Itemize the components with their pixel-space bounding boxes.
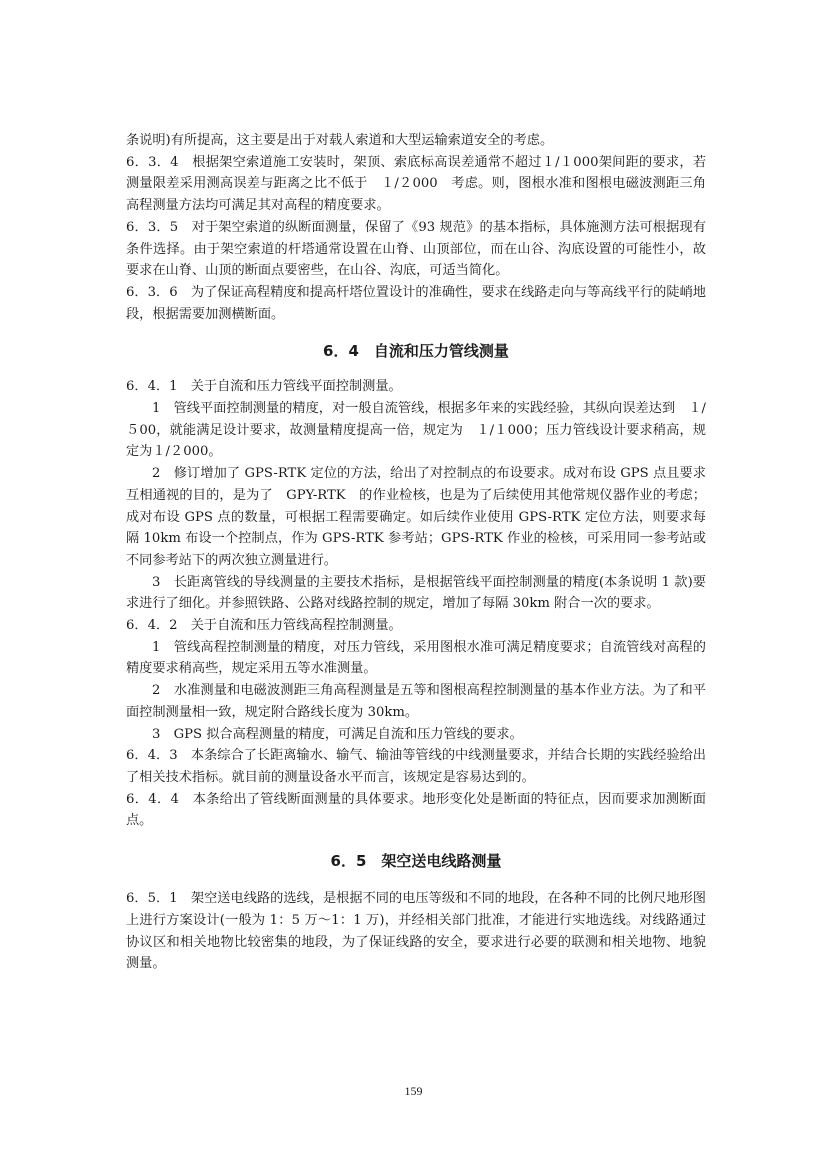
body-paragraph: 6．4．4 本条给出了管线断面测量的具体要求。地形变化处是断面的特征点，因而要求加测断面点。 [126, 791, 706, 829]
body-paragraph: 1 管线平面控制测量的精度，对一般自流管线，根据多年来的实践经验，其纵向误差达到 １/５00，就能满足设计要求，故测量精度提高一倍，规定为 １/１000；压力管线设计要求稍高，规定为１/２000。 [126, 401, 706, 460]
body-paragraph: 1 管线高程控制测量的精度，对压力管线，采用图根水准可满足精度要求；自流管线对高程的精度要求稍高些，规定采用五等水准测量。 [126, 639, 706, 677]
section-6-4-body [126, 376, 706, 832]
section-heading-6-4: 6．4 自流和压力管线测量 [323, 342, 509, 361]
body-paragraph: 2 修订增加了 GPS-RTK 定位的方法，给出了对控制点的布设要求。成对布设 GPS 点且要求互相通视的目的，是为了 GPY-RTK 的作业检核，也是为了后续使用其他常规仪器作业的考虑；成对布设 GPS 点的数量，可根据工程需要确定。如后续作业使用 GPS-RTK 定位方法，则要求每隔 10km 布设一个控制点，作为 GPS-RTK 参考站；GPS-RTK 作业的检核，可采用同一参考站或不同参考站下的两次独立测量进行。 [126, 466, 706, 568]
body-paragraph: 3 GPS 拟合高程测量的精度，可满足自流和压力管线的要求。 [152, 726, 523, 742]
body-paragraph: 6．4．3 本条综合了长距离输水、输气、输油等管线的中线测量要求，并结合长期的实践经验给出了相关技术指标。就目前的测量设备水平而言，该规定是容易达到的。 [126, 748, 706, 785]
body-paragraph: 6．5．1 架空送电线路的选线，是根据不同的电压等级和不同的地段，在各种不同的比例尺地形图上进行方案设计(一般为 1：5 万～1：1 万)，并经相关部门批准，才能进行实地选线。对线路通过协议区和相关地物比较密集的地段，为了保证线路的安全，要求进行必要的联测和相关地物、地貌测量。 [126, 891, 706, 972]
page-number: 159 [404, 1084, 423, 1098]
document-page [126, 130, 706, 975]
body-paragraph: 6．4．1 关于自流和压力管线平面控制测量。 [126, 379, 402, 395]
body-paragraph: 6．3．5 对于架空索道的纵断面测量，保留了《93 规范》的基本指标，具体施测方法可根据现有条件选择。由于架空索道的杆塔通常设置在山脊、山顶部位，而在山谷、沟底设置的可能性小，故要求在山脊、山顶的断面点要密些，在山谷、沟底，可适当简化。 [126, 219, 706, 279]
body-paragraph: 条说明)有所提高，这主要是出于对载人索道和大型运输索道安全的考虑。 [126, 133, 554, 148]
body-paragraph: 6．3．4 根据架空索道施工安装时，架顶、索底标高误差通常不超过１/１000架间距的要求，若测量限差采用测高误差与距离之比不低于 １/２000 考虑。则，图根水准和图根电磁波测距三角高程测量方法均可满足其对高程的精度要求。 [126, 154, 706, 214]
body-paragraph: 2 水准测量和电磁波测距三角高程测量是五等和图根高程控制测量的基本作业方法。为了和平面控制测量相一致，规定附合路线长度为 30km。 [126, 683, 706, 720]
body-paragraph: 6．3．6 为了保证高程精度和提高杆塔位置设计的准确性，要求在线路走向与等高线平行的陡峭地段，根据需要加测横断面。 [126, 284, 706, 322]
section-6-5-body [126, 888, 706, 975]
section-6-3-continuation [126, 130, 706, 325]
body-paragraph: 3 长距离管线的导线测量的主要技术指标，是根据管线平面控制测量的精度(本条说明 1 款)要求进行了细化。并参照铁路、公路对线路控制的规定，增加了每隔 30km 附合一次的要求。 [126, 574, 706, 612]
body-paragraph: 6．4．2 关于自流和压力管线高程控制测量。 [126, 618, 402, 634]
section-heading-6-5: 6．5 架空送电线路测量 [330, 852, 502, 871]
